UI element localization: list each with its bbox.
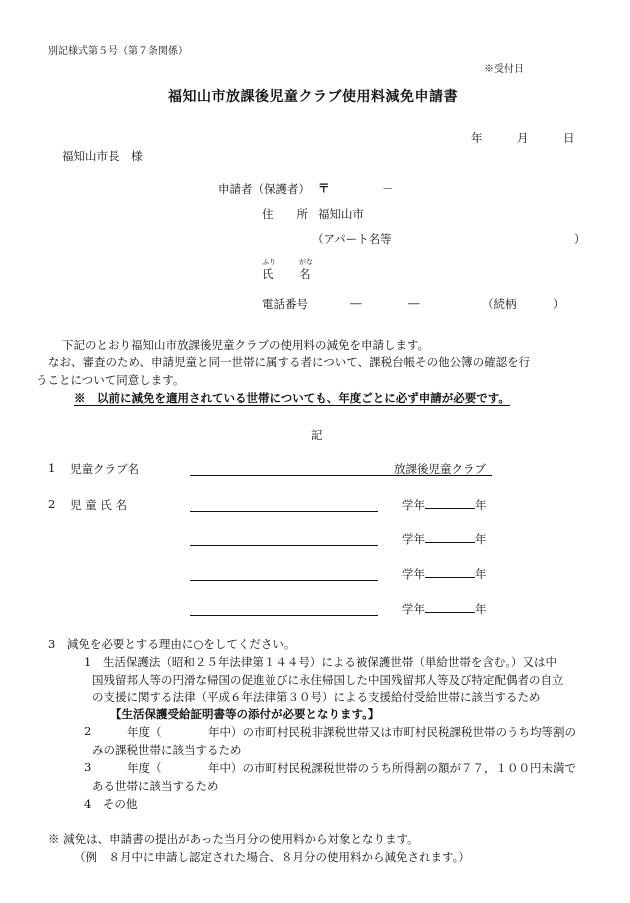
reason-heading: 3 減免を必要とする理由に○をしてください。 bbox=[48, 637, 296, 651]
reason-1-note: 【生活保護受給証明書等の添付が必要となります。】 bbox=[110, 707, 380, 721]
child-name-field-2[interactable] bbox=[190, 545, 378, 546]
footer-note-2: （例 ８月中に申請し認定された場合、８月分の使用料から減免されます。） bbox=[74, 850, 470, 864]
reason-1-line-3: の支援に関する法律（平成６年法律第３０号）による支援給付受給世帯に該当するため bbox=[92, 690, 541, 704]
grade-label: 学年 bbox=[402, 567, 425, 581]
club-name-label: 児童クラブ名 bbox=[70, 462, 139, 476]
apartment-label: （アパート名等 bbox=[312, 232, 392, 246]
body-line-1: 下記のとおり福知山市放課後児童クラブの使用料の減免を申請します。 bbox=[62, 338, 430, 352]
reason-4: 4 その他 bbox=[84, 797, 138, 811]
reason-2-fiscal-year: 年度（ bbox=[127, 725, 162, 739]
body-line-3: うことについて同意します。 bbox=[36, 373, 185, 387]
child-grade-4 bbox=[402, 601, 487, 617]
item-1-number: 1 bbox=[48, 461, 56, 475]
child-name-field-1[interactable] bbox=[190, 511, 378, 512]
reason-3-line-1: 年中）の市町村民税課税世帯のうち所得割の額が７７，１００円未満で bbox=[208, 761, 576, 775]
applicant-label: 申請者（保護者） bbox=[218, 182, 310, 196]
reason-2-line-1: 年中）の市町村民税非課税世帯又は市町村民税課税世帯のうち均等割の bbox=[208, 725, 576, 739]
reason-1-line-2: 国残留邦人等の円滑な帰国の促進並びに永住帰国した中国残留邦人等及び特定配偶者の自立 bbox=[92, 673, 564, 687]
notice-underlined: ※ 以前に減免を適用されている世帯についても、年度ごとに必ず申請が必要です。 bbox=[74, 391, 510, 405]
body-line-2: なお、審査のため、申請児童と同一世帯に属する者について、課税台帳その他公簿の確認を行 bbox=[48, 355, 531, 369]
child-grade-3 bbox=[402, 566, 487, 582]
grade-field-2[interactable] bbox=[425, 531, 475, 543]
postal-dash: － bbox=[382, 182, 394, 196]
ki-heading: 記 bbox=[311, 428, 323, 442]
date-day-label: 日 bbox=[563, 131, 575, 145]
phone-label: 電話番号 bbox=[262, 297, 308, 311]
relation-label: （続柄 bbox=[482, 297, 517, 311]
page-title: 福知山市放課後児童クラブ使用料減免申請書 bbox=[168, 89, 458, 105]
reason-3-line-2: ある世帯に該当するため bbox=[92, 779, 219, 793]
year-label: 年 bbox=[475, 567, 487, 581]
reason-1-line-1: 1 生活保護法（昭和２５年法律第１４４号）による被保護世帯（単給世帯を含む。）又は中 bbox=[84, 655, 558, 669]
child-grade-2 bbox=[402, 531, 487, 547]
child-name-field-3[interactable] bbox=[190, 580, 378, 581]
phone-dash-1: ― bbox=[350, 296, 362, 310]
date-month-label: 月 bbox=[517, 131, 529, 145]
reason-3-fiscal-year: 年度（ bbox=[127, 761, 162, 775]
footer-note-1: ※ 減免は、申請書の提出があった当月分の使用料から対象となります。 bbox=[48, 832, 419, 846]
relation-close: ） bbox=[553, 297, 565, 311]
name-label-2: 名 bbox=[299, 267, 311, 281]
reason-2-number: 2 bbox=[84, 724, 92, 738]
grade-label: 学年 bbox=[402, 602, 425, 616]
address-label: 住 所 bbox=[262, 207, 308, 221]
received-date-label: ※受付日 bbox=[484, 64, 524, 75]
item-2-number: 2 bbox=[48, 497, 56, 511]
furigana-label-2: がな bbox=[299, 258, 313, 266]
address-city: 福知山市 bbox=[318, 207, 364, 221]
year-label: 年 bbox=[475, 602, 487, 616]
grade-label: 学年 bbox=[402, 498, 425, 512]
addressee: 福知山市長 様 bbox=[62, 149, 143, 163]
reason-2-line-2: みの課税世帯に該当するため bbox=[92, 743, 242, 757]
notice-text bbox=[74, 390, 510, 406]
name-label-1: 氏 bbox=[262, 267, 274, 281]
form-number: 別記様式第５号（第７条関係） bbox=[48, 46, 188, 57]
grade-field-1[interactable] bbox=[425, 497, 475, 509]
grade-field-3[interactable] bbox=[425, 566, 475, 578]
year-label: 年 bbox=[475, 498, 487, 512]
child-name-label: 児 童 氏 名 bbox=[70, 498, 127, 512]
child-grade-1 bbox=[402, 497, 487, 513]
club-name-suffix: 放課後児童クラブ bbox=[394, 462, 486, 476]
apartment-close: ） bbox=[574, 232, 586, 246]
postal-mark: 〒 bbox=[318, 181, 330, 195]
year-label: 年 bbox=[475, 532, 487, 546]
child-name-field-4[interactable] bbox=[190, 615, 378, 616]
reason-3-number: 3 bbox=[84, 760, 92, 774]
grade-label: 学年 bbox=[402, 532, 425, 546]
grade-field-4[interactable] bbox=[425, 601, 475, 613]
phone-dash-2: ― bbox=[408, 296, 420, 310]
date-year-label: 年 bbox=[471, 131, 483, 145]
furigana-label-1: ふり bbox=[262, 258, 276, 266]
